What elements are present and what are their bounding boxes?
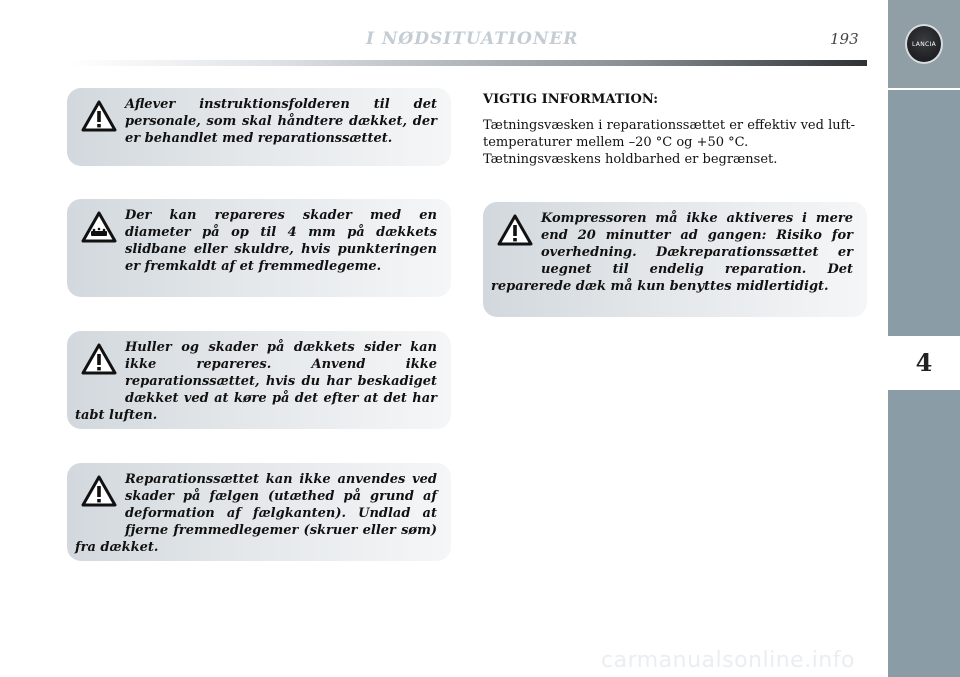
section-title: I NØDSITUATIONER — [366, 29, 579, 49]
important-info-body — [483, 117, 873, 168]
warning-text: Huller og skader på dækkets sider kan ikke repareres. Anvend ikke reparationssættet, hvis du har beskadiget dækket ved at køre på det efter at det har tabt luften. — [75, 340, 437, 423]
lancia-logo — [905, 24, 943, 64]
warning-box-compressor — [483, 202, 867, 317]
warning-box-repair-limits — [67, 199, 451, 297]
warning-text: Aflever instruktionsfolderen til det personale, som skal håndtere dækket, der er behandlet med reparationssættet. — [125, 97, 437, 146]
warning-box-instructions — [67, 88, 451, 166]
page-number: 193 — [830, 30, 859, 48]
warning-text: Reparationssættet kan ikke anvendes ved skader på fælgen (utæthed på grund af deformation af fælgkanten). Undlad at fjerne fremmedlegemer (skruer eller søm) fra dækket. — [75, 472, 437, 555]
logo-text: LANCIA — [912, 40, 936, 48]
chapter-sidebar — [888, 0, 960, 677]
warning-text: Der kan repareres skader med en diameter på op til 4 mm på dækkets slidbane eller skuldre, hvis punkteringen er fremkaldt af et fremmedlegeme. — [125, 208, 437, 274]
warning-box-sidewall — [67, 331, 451, 429]
info-line: Tætningsvæskens holdbarhed er begrænset. — [483, 152, 778, 167]
sidebar-logo-area — [888, 0, 960, 90]
watermark: carmanualsonline.info — [601, 648, 855, 673]
warning-text: Kompressoren må ikke aktiveres i mere end 20 minutter ad gangen: Risiko for overhedning. Dækreparationssættet er uegnet til endelig reparation. Det reparerede dæk må kun benyttes midlertidigt. — [491, 211, 853, 294]
chapter-number: 4 — [915, 347, 933, 377]
important-info-heading: VIGTIG INFORMATION: — [483, 92, 659, 107]
header-divider — [67, 60, 867, 66]
sidebar-divider — [888, 388, 960, 390]
chapter-tab[interactable] — [888, 336, 960, 388]
info-line: Tætningsvæsken i reparationssættet er effektiv ved lufttemperaturer mellem –20 °C og +50 °C. — [483, 118, 856, 150]
warning-box-rim-damage — [67, 463, 451, 561]
